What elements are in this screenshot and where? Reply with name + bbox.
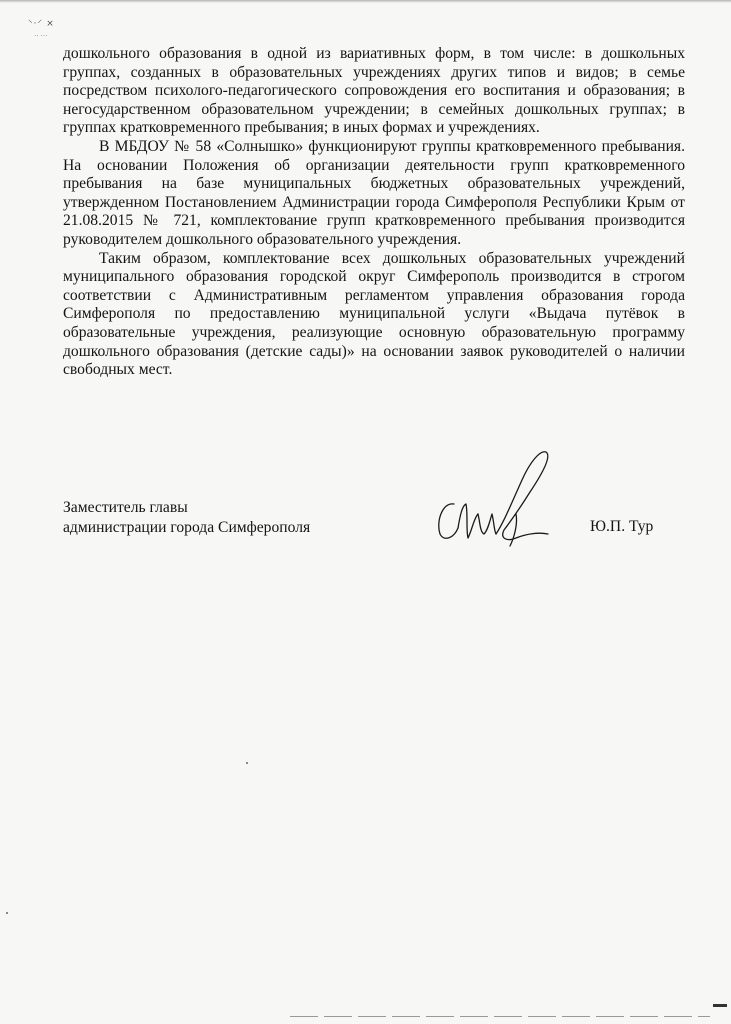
signatory-position-line2: администрации города Симферополя — [63, 519, 311, 536]
scan-speck — [6, 912, 8, 914]
signatory-position-line1: Заместитель главы — [63, 499, 188, 516]
signatory-position — [63, 498, 310, 538]
scan-artifact-mark-small: ·· ··· — [34, 32, 48, 40]
scan-speck — [246, 762, 248, 764]
scan-artifact-mark: ⸌·⸍ ⨯ — [28, 18, 55, 28]
scan-corner-mark — [713, 1004, 727, 1007]
handwritten-signature — [430, 442, 565, 552]
letter-body — [63, 45, 685, 380]
signatory-name: Ю.П. Тур — [590, 518, 654, 535]
paragraph-2: В МБДОУ № 58 «Солнышко» функционируют группы кратковременного пребывания. На основании Положения об организации деятельности групп кратковременного пребывания на базе муниципальных бюджетных образовательных учреждений, утвержденном Постановлением Администрации города Симферополя Республики Крым от 21.08.2015 № 721, комплектование групп кратковременного пребывания производится руководителем дошкольного образовательного учреждения. — [63, 137, 685, 248]
scan-top-edge — [0, 0, 731, 3]
paragraph-1: дошкольного образования в одной из вариативных форм, в том числе: в дошкольных группах, созданных в образовательных учреждениях других типов и видов; в семье посредством психолого-педагогического сопровождения его воспитания и образования; в негосударственном образовательном учреждении; в семейных дошкольных группах; в группах кратковременного пребывания; в иных формах и учреждениях. — [63, 45, 685, 137]
paragraph-3: Таким образом, комплектование всех дошкольных образовательных учреждений муниципального образования городской округ Симферополь производится в строгом соответствии с Административным регламентом управления образования города Симферополя по предоставлению муниципальной услуги «Выдача путёвок в образовательные учреждения, реализующие основную образовательную программу дошкольного образования (детские сады)» на основании заявок руководителей о наличии свободных мест. — [63, 249, 685, 379]
scan-bottom-edge — [290, 1016, 710, 1017]
